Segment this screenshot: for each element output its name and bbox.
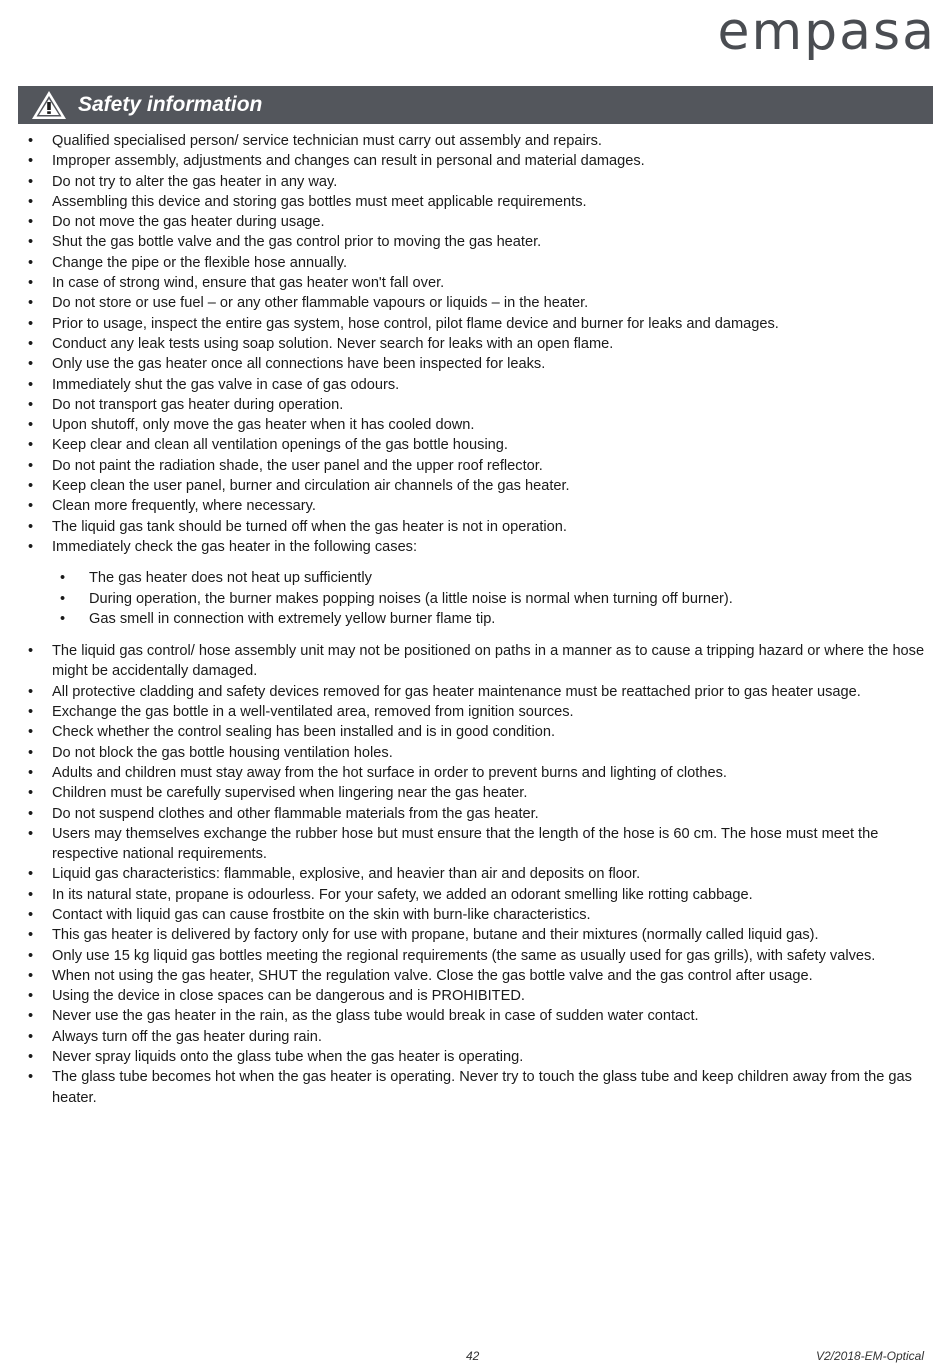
- safety-item: • Keep clear and clean all ventilation openings of the gas bottle housing.: [28, 435, 928, 455]
- safety-item: • Liquid gas characteristics: flammable, explosive, and heavier than air and deposits on floor.: [28, 864, 928, 884]
- safety-item: • Check whether the control sealing has been installed and is in good condition.: [28, 722, 928, 742]
- safety-item: • Upon shutoff, only move the gas heater when it has cooled down.: [28, 415, 928, 435]
- safety-item: • Never spray liquids onto the glass tube when the gas heater is operating.: [28, 1047, 928, 1067]
- safety-item: • Do not suspend clothes and other flammable materials from the gas heater.: [28, 804, 928, 824]
- safety-item: • Do not move the gas heater during usage.: [28, 212, 928, 232]
- safety-item: • When not using the gas heater, SHUT the regulation valve. Close the gas bottle valve and the gas control after usage.: [28, 966, 928, 986]
- safety-item: • The liquid gas control/ hose assembly unit may not be positioned on paths in a manner as to cause a tripping hazard or where the hose might be accidentally damaged.: [28, 641, 928, 682]
- safety-item: • Exchange the gas bottle in a well-ventilated area, removed from ignition sources.: [28, 702, 928, 722]
- safety-item: • The liquid gas tank should be turned off when the gas heater is not in operation.: [28, 517, 928, 537]
- safety-item: • Keep clean the user panel, burner and circulation air channels of the gas heater.: [28, 476, 928, 496]
- warning-triangle-icon: [30, 89, 68, 121]
- safety-item: • Children must be carefully supervised when lingering near the gas heater.: [28, 783, 928, 803]
- check-case-item: • During operation, the burner makes popping noises (a little noise is normal when turning off burner).: [28, 589, 928, 609]
- safety-item: • Do not transport gas heater during operation.: [28, 395, 928, 415]
- safety-item: • The glass tube becomes hot when the gas heater is operating. Never try to touch the glass tube and keep children away from the gas heater.: [28, 1067, 928, 1108]
- safety-item: • Shut the gas bottle valve and the gas control prior to moving the gas heater.: [28, 232, 928, 252]
- check-case-item: • Gas smell in connection with extremely yellow burner flame tip.: [28, 609, 928, 629]
- check-case-item: • The gas heater does not heat up sufficiently: [28, 568, 928, 588]
- safety-item: • Always turn off the gas heater during rain.: [28, 1027, 928, 1047]
- safety-item: • Change the pipe or the flexible hose annually.: [28, 253, 928, 273]
- safety-item: • Immediately check the gas heater in the following cases:: [28, 537, 928, 557]
- safety-item: • Prior to usage, inspect the entire gas system, hose control, pilot flame device and burner for leaks and damages.: [28, 314, 928, 334]
- safety-item: • Do not store or use fuel – or any other flammable vapours or liquids – in the heater.: [28, 293, 928, 313]
- safety-item: • Only use the gas heater once all connections have been inspected for leaks.: [28, 354, 928, 374]
- check-cases-list: [28, 568, 928, 629]
- safety-item: • Only use 15 kg liquid gas bottles meeting the regional requirements (the same as usually used for gas grills), with safety valves.: [28, 946, 928, 966]
- section-title: Safety information: [78, 93, 263, 116]
- safety-item: • In its natural state, propane is odourless. For your safety, we added an odorant smelling like rotting cabbage.: [28, 885, 928, 905]
- safety-item: • Never use the gas heater in the rain, as the glass tube would break in case of sudden water contact.: [28, 1006, 928, 1026]
- safety-item: • All protective cladding and safety devices removed for gas heater maintenance must be reattached prior to gas heater usage.: [28, 682, 928, 702]
- safety-item: • Improper assembly, adjustments and changes can result in personal and material damages.: [28, 151, 928, 171]
- safety-item: • Do not block the gas bottle housing ventilation holes.: [28, 743, 928, 763]
- safety-item: • Immediately shut the gas valve in case of gas odours.: [28, 375, 928, 395]
- document-reference: V2/2018-EM-Optical: [815, 1349, 924, 1363]
- safety-item: • Users may themselves exchange the rubber hose but must ensure that the length of the hose is 60 cm. The hose must meet the respective national requirements.: [28, 824, 928, 865]
- safety-item: • Contact with liquid gas can cause frostbite on the skin with burn-like characteristics.: [28, 905, 928, 925]
- safety-item: • Using the device in close spaces can be dangerous and is PROHIBITED.: [28, 986, 928, 1006]
- section-header: [18, 86, 933, 124]
- brand-logo: empasa: [717, 2, 936, 62]
- safety-list: [28, 131, 928, 557]
- safety-list-container: [28, 131, 928, 1108]
- safety-item: • Clean more frequently, where necessary.: [28, 496, 928, 516]
- safety-item: • Do not try to alter the gas heater in any way.: [28, 172, 928, 192]
- page-number: 42: [466, 1349, 480, 1363]
- safety-item: • This gas heater is delivered by factory only for use with propane, butane and their mixtures (normally called liquid gas).: [28, 925, 928, 945]
- safety-item: • Qualified specialised person/ service technician must carry out assembly and repairs.: [28, 131, 928, 151]
- safety-item: • In case of strong wind, ensure that gas heater won't fall over.: [28, 273, 928, 293]
- safety-item: • Assembling this device and storing gas bottles must meet applicable requirements.: [28, 192, 928, 212]
- safety-item: • Adults and children must stay away from the hot surface in order to prevent burns and lighting of clothes.: [28, 763, 928, 783]
- safety-item: • Do not paint the radiation shade, the user panel and the upper roof reflector.: [28, 456, 928, 476]
- safety-item: • Conduct any leak tests using soap solution. Never search for leaks with an open flame.: [28, 334, 928, 354]
- safety-list-continued: [28, 641, 928, 1108]
